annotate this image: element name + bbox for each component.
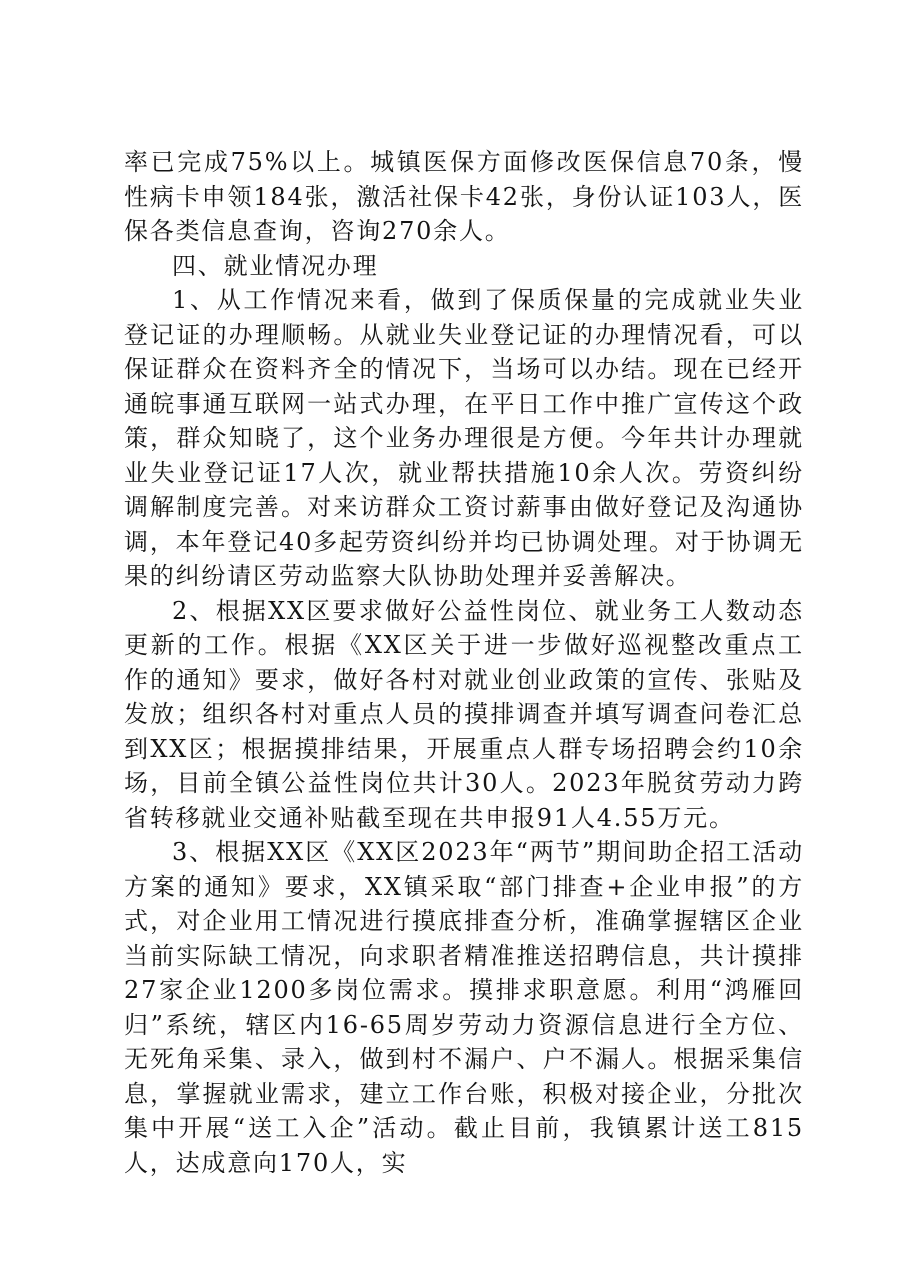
section-heading: 四、就业情况办理: [172, 251, 379, 280]
paragraph-continuation: 率已完成75%以上。城镇医保方面修改医保信息70条，慢性病卡申领184张，激活社保卡42张，身份认证103人，医保各类信息查询，咨询270余人。: [124, 148, 804, 245]
paragraph-item-3: 3、根据XX区《XX区2023年“两节”期间助企招工活动方案的通知》要求，XX镇采取“部门排查+企业申报”的方式，对企业用工情况进行摸底排查分析，准确掌握辖区企业当前实际缺工情况，向求职者精准推送招聘信息，共计摸排27家企业1200多岗位需求。摸排求职意愿。利用“鸿雁回归”系统，辖区内16-65周岁劳动力资源信息进行全方位、无死角采集、录入，做到村不漏户、户不漏人。根据采集信息，掌握就业需求，建立工作台账，积极对接企业，分批次集中开展“送工入企”活动。截止目前，我镇累计送工815人，达成意向170人，实: [124, 838, 804, 1177]
paragraph-item-1: 1、从工作情况来看，做到了保质保量的完成就业失业登记证的办理顺畅。从就业失业登记证的办理情况看，可以保证群众在资料齐全的情况下，当场可以办结。现在已经开通皖事通互联网一站式办理，在平日工作中推广宣传这个政策，群众知晓了，这个业务办理很是方便。今年共计办理就业失业登记证17人次，就业帮扶措施10余人次。劳资纠纷调解制度完善。对来访群众工资讨薪事由做好登记及沟通协调，本年登记40多起劳资纠纷并均已协调处理。对于协调无果的纠纷请区劳动监察大队协助处理并妥善解决。: [124, 286, 804, 590]
document-body: [124, 145, 804, 1180]
paragraph-item-2: 2、根据XX区要求做好公益性岗位、就业务工人数动态更新的工作。根据《XX区关于进一步做好巡视整改重点工作的通知》要求，做好各村对就业创业政策的宣传、张贴及发放；组织各村对重点人员的摸排调查并填写调查问卷汇总到XX区；根据摸排结果，开展重点人群专场招聘会约10余场，目前全镇公益性岗位共计30人。2023年脱贫劳动力跨省转移就业交通补贴截至现在共申报91人4.55万元。: [124, 596, 804, 832]
